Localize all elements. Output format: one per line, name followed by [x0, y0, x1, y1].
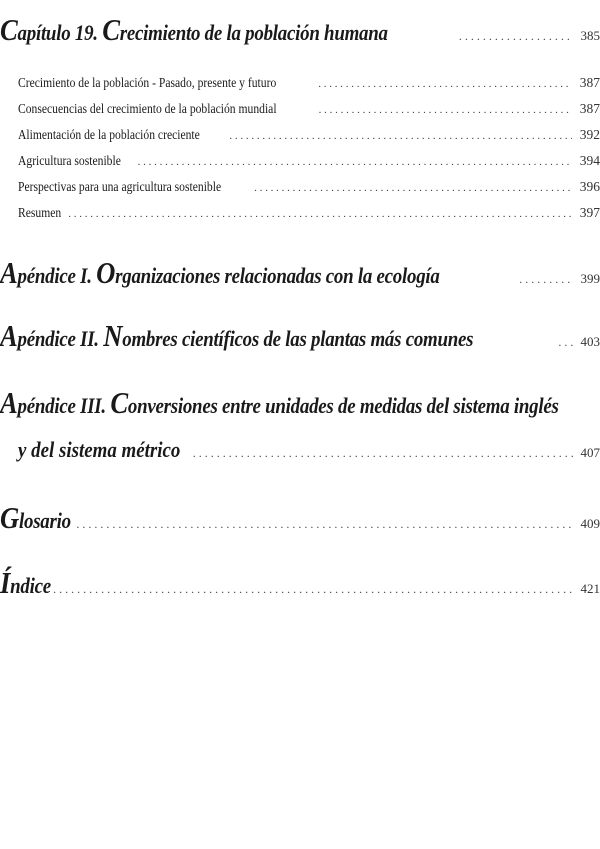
toc-section[interactable] [0, 101, 600, 117]
indice-title [0, 565, 51, 601]
page-number: 392 [579, 127, 600, 142]
appendix-title [0, 255, 440, 291]
toc-section[interactable] [0, 75, 600, 91]
appendix-title-continuation: y del sistema métrico [18, 437, 181, 462]
page-number: 385 [580, 28, 600, 43]
dot-leader [558, 335, 572, 350]
dot-leader [318, 78, 571, 90]
section-title: Resumen [18, 205, 62, 220]
dot-leader [68, 208, 572, 220]
section-title: Perspectivas para una agricultura sostenible [18, 179, 222, 194]
appendix-initial-2: O [96, 255, 116, 290]
appendix-title [0, 318, 473, 354]
page-number: 387 [579, 75, 600, 90]
dot-leader [193, 446, 573, 461]
chapter-title [0, 12, 388, 48]
dot-leader [319, 104, 572, 116]
dot-leader [138, 156, 572, 168]
appendix-label: péndice III. [17, 393, 111, 418]
section-title: Consecuencias del crecimiento de la población mundial [18, 101, 277, 116]
section-title: Agricultura sostenible [18, 153, 121, 168]
appendix-title [0, 385, 559, 421]
toc-indice[interactable] [0, 565, 600, 601]
chapter-initial: C [0, 12, 18, 47]
chapter-initial-2: C [102, 12, 120, 47]
page-number: 407 [580, 445, 600, 460]
appendix-initial: A [0, 255, 18, 290]
toc-section[interactable] [0, 205, 600, 221]
page-number: 403 [580, 334, 600, 349]
appendix-label: péndice II. [17, 326, 104, 351]
toc-glosario[interactable] [0, 500, 600, 536]
appendix-title-text: onversiones entre unidades de medidas del sistema inglés [127, 393, 559, 418]
dot-leader [76, 517, 572, 532]
toc-chapter-19[interactable] [0, 12, 600, 48]
glosario-title [0, 500, 71, 536]
appendix-title-text: ombres científicos de las plantas más comunes [122, 326, 474, 351]
toc-appendix-3-line2[interactable] [0, 437, 600, 463]
toc-appendix-3-line1[interactable] [0, 385, 600, 421]
dot-leader [254, 182, 572, 194]
page-number: 396 [579, 179, 600, 194]
section-title: Crecimiento de la población - Pasado, presente y futuro [18, 75, 277, 90]
toc-section[interactable] [0, 153, 600, 169]
glosario-initial: G [0, 500, 20, 535]
appendix-initial: A [0, 318, 18, 353]
page-number: 397 [579, 205, 600, 220]
toc-section[interactable] [0, 127, 600, 143]
dot-leader [519, 272, 572, 287]
indice-initial: Í [0, 565, 11, 600]
dot-leader [459, 29, 573, 44]
appendix-title-text: rganizaciones relacionadas con la ecología [115, 263, 440, 288]
toc-appendix-1[interactable] [0, 255, 600, 291]
appendix-initial-2: C [110, 385, 128, 420]
dot-leader [53, 582, 572, 597]
page-number: 421 [580, 581, 600, 596]
page-number: 409 [580, 516, 600, 531]
appendix-label: péndice I. [17, 263, 97, 288]
appendix-initial: A [0, 385, 18, 420]
page-number: 387 [579, 101, 600, 116]
page-number: 394 [579, 153, 600, 168]
toc-section[interactable] [0, 179, 600, 195]
toc-appendix-2[interactable] [0, 318, 600, 354]
glosario-title-text: losario [19, 508, 71, 533]
appendix-initial-2: N [103, 318, 123, 353]
dot-leader [229, 130, 571, 142]
chapter-title-text: recimiento de la población humana [119, 20, 388, 45]
section-title: Alimentación de la población creciente [18, 127, 200, 142]
chapter-title-rest: apítulo 19. [17, 20, 103, 45]
page-number: 399 [580, 271, 600, 286]
indice-title-text: ndice [10, 573, 51, 598]
